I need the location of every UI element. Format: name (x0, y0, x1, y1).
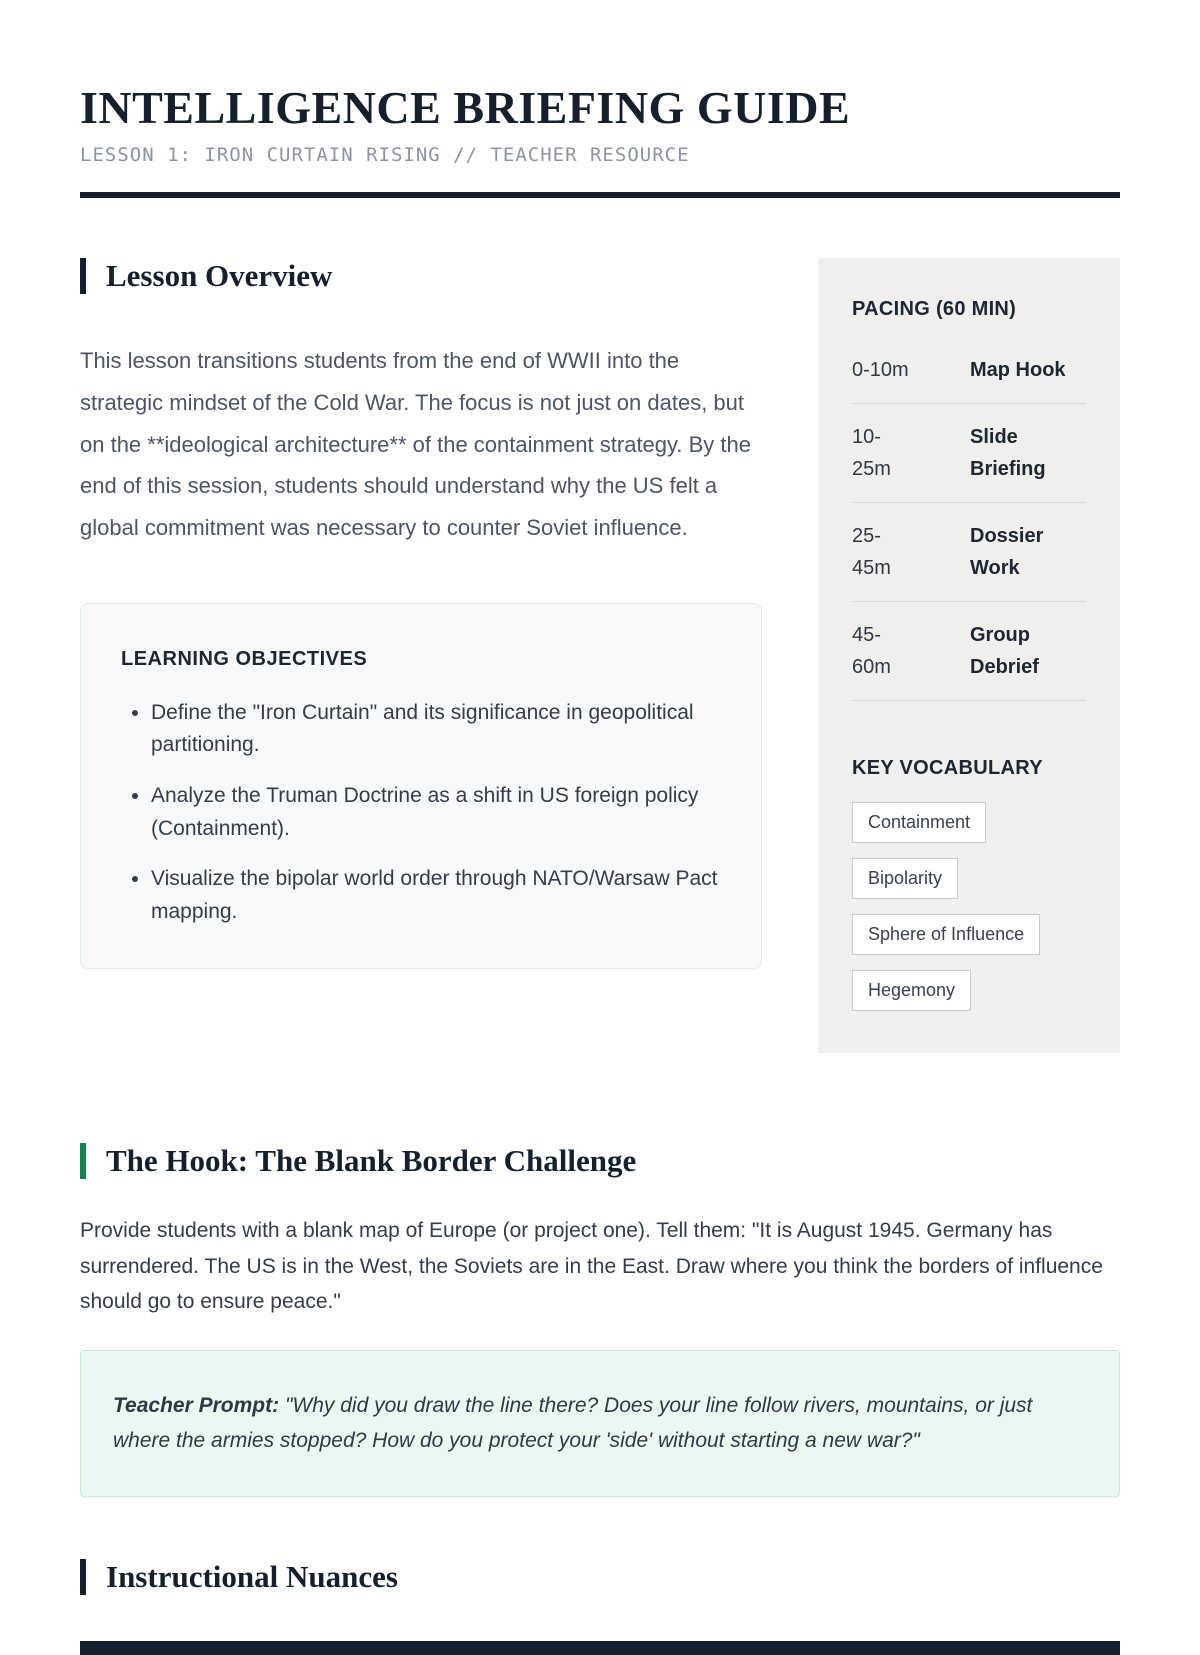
learning-objectives-heading: LEARNING OBJECTIVES (121, 647, 368, 670)
teacher-prompt-text (113, 1389, 1087, 1458)
lesson-overview-paragraph: This lesson transitions students from the end of WWII into the strategic mindset of the Cold War. The focus is not just on dates, but on the **ideological architecture** of the containment strategy. By the end of this session, students should understand why the US felt a global commitment was necessary to counter Soviet influence. (80, 347, 751, 541)
section-heading-nuances: Instructional Nuances (80, 1559, 1120, 1595)
objective-item: • Analyze the Truman Doctrine as a shift in US foreign policy (Containment). (151, 780, 721, 845)
objective-item: • Visualize the bipolar world order through NATO/Warsaw Pact mapping. (151, 863, 721, 928)
pacing-heading: PACING (60 MIN) (852, 298, 1017, 321)
main-columns (80, 258, 1120, 1053)
teacher-prompt-label: Teacher Prompt: (113, 1394, 280, 1417)
document-page (80, 0, 1120, 1655)
pacing-activity: Map Hook (970, 359, 1066, 382)
key-vocabulary-heading: KEY VOCABULARY (852, 757, 1043, 780)
pacing-row (852, 404, 1086, 503)
pacing-time: 10-25m (852, 426, 891, 481)
pacing-row (852, 503, 1086, 602)
vocabulary-term: Sphere of Influence (852, 914, 1040, 955)
section-heading-hook: The Hook: The Blank Border Challenge (80, 1143, 1120, 1179)
pacing-activity: Slide Briefing (970, 426, 1046, 481)
pacing-row (852, 602, 1086, 701)
vocabulary-list (852, 802, 1086, 1011)
pacing-time: 0-10m (852, 359, 909, 382)
teacher-prompt-quote: "Why did you draw the line there? Does your line follow rivers, mountains, or just where the armies stopped? How do you protect your 'side' without starting a new war?" (113, 1394, 1033, 1452)
pacing-row (852, 337, 1086, 404)
hook-paragraph: Provide students with a blank map of Europe (or project one). Tell them: "It is August 1945. Germany has surrendered. The US is in the West, the Soviets are in the East. Draw where you think the borders of influence should go to ensure peace." (80, 1218, 1103, 1314)
section-heading-lesson-overview: Lesson Overview (80, 258, 762, 294)
vocabulary-term: Containment (852, 802, 986, 843)
pacing-activity: Group Debrief (970, 624, 1039, 679)
page-subtitle: LESSON 1: IRON CURTAIN RISING // TEACHER RESOURCE (80, 144, 690, 167)
key-vocabulary-section (852, 757, 1086, 1011)
page-title: INTELLIGENCE BRIEFING GUIDE (80, 82, 851, 133)
learning-objectives-box (80, 603, 762, 969)
pacing-activity: Dossier Work (970, 525, 1044, 580)
hook-section (80, 1143, 1120, 1497)
pacing-time: 25-45m (852, 525, 891, 580)
sidebar (818, 258, 1120, 1053)
objective-item: • Define the "Iron Curtain" and its significance in geopolitical partitioning. (151, 697, 721, 762)
teacher-prompt-box (80, 1350, 1120, 1497)
instructional-nuances-section (80, 1559, 1120, 1655)
table-header-bar (80, 1641, 1120, 1655)
main-column (80, 258, 762, 969)
header-divider (80, 192, 1120, 198)
pacing-time: 45-60m (852, 624, 891, 679)
vocabulary-term: Hegemony (852, 970, 971, 1011)
learning-objectives-list (121, 697, 721, 928)
vocabulary-term: Bipolarity (852, 858, 958, 899)
